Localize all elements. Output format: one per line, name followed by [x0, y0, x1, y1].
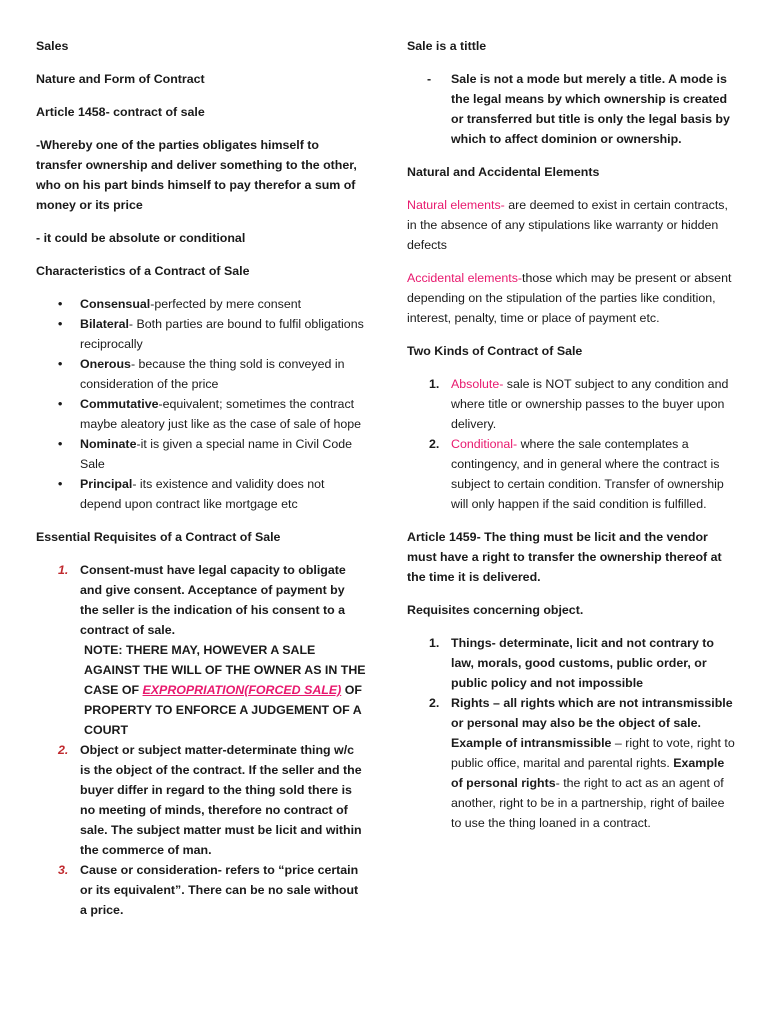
list-item: [36, 474, 366, 514]
item-number: 1.: [58, 563, 69, 577]
description: - refers to “price certain or its equivalent”. There can be no sale without a price.: [80, 863, 359, 917]
absolute-conditional-note: - it could be absolute or conditional: [36, 231, 246, 245]
description: are deemed to exist in certain contracts, in the absence of any stipulations like warranty or hidden defects: [407, 198, 728, 252]
list-item: [407, 374, 737, 434]
description: - because the thing sold is conveyed in consideration of the price: [80, 357, 345, 391]
item-number: 1.: [429, 377, 440, 391]
list-item: [36, 294, 366, 314]
object-requisites-list: [407, 633, 737, 833]
example-term: Example of intransmissible: [451, 736, 612, 750]
term: Consensual: [80, 297, 151, 311]
sale-title-heading: Sale is a tittle: [407, 39, 487, 53]
list-item: [407, 69, 737, 149]
term: Things: [451, 636, 492, 650]
article-1459: Article 1459- The thing must be licit and the vendor must have a right to transfer the ownership thereof at the time it is delivered.: [407, 530, 722, 584]
list-item: [407, 434, 737, 514]
description: where the sale contemplates a contingency, and in general where the contract is subject to certain condition. Transfer of ownership will only happen if the said condition is fulfilled.: [451, 437, 724, 511]
note-text: OF PROPERTY TO ENFORCE A JUDGEMENT OF A COURT: [84, 683, 362, 737]
object-requisites-heading: Requisites concerning object.: [407, 603, 584, 617]
list-item: [36, 314, 366, 354]
accidental-elements: [407, 268, 737, 328]
expropriation-note: [80, 640, 366, 740]
requisites-list: [36, 560, 366, 920]
term: Rights: [451, 696, 490, 710]
list-item: [407, 633, 737, 693]
description: -must have legal capacity to obligate and give consent. Acceptance of payment by the seller is the indication of his consent to a contract of sale.: [80, 563, 346, 637]
list-item: [36, 860, 366, 920]
description: sale is NOT subject to any condition and where title or ownership passes to the buyer upon delivery.: [451, 377, 729, 431]
description: -determinate thing w/c is the object of the contract. If the seller and the buyer differ in regard to the thing sold there is no meeting of minds, therefore no contract of sale. The subject matter must be licit and within the commerce of man.: [80, 743, 362, 857]
list-item: [36, 560, 366, 740]
article-1458-heading: Article 1458- contract of sale: [36, 105, 205, 119]
item-number: 3.: [58, 863, 69, 877]
term: Natural elements-: [407, 198, 505, 212]
term: Onerous: [80, 357, 131, 371]
kinds-heading: Two Kinds of Contract of Sale: [407, 344, 583, 358]
term: Absolute-: [451, 377, 504, 391]
requisites-heading: Essential Requisites of a Contract of Sale: [36, 530, 281, 544]
characteristics-list: [36, 294, 366, 514]
item-number: 2.: [429, 696, 440, 710]
term: Consent: [80, 563, 130, 577]
item-number: 1.: [429, 636, 440, 650]
term: Cause or consideration: [80, 863, 218, 877]
term: Principal: [80, 477, 133, 491]
elements-heading: Natural and Accidental Elements: [407, 165, 600, 179]
example-text: – right to vote, right to public office, marital and parental rights.: [451, 736, 735, 770]
term: Bilateral: [80, 317, 129, 331]
description: -perfected by mere consent: [150, 297, 302, 311]
description: Sale is not a mode but merely a title. A mode is the legal means by which ownership is created or transferred but title is only the legal basis by which to affect dominion or ownership.: [451, 72, 730, 146]
description: -it is given a special name in Civil Code Sale: [80, 437, 353, 471]
term: Object or subject matter: [80, 743, 223, 757]
list-item: [36, 434, 366, 474]
list-item: [36, 354, 366, 394]
list-item: [407, 693, 737, 833]
description: - determinate, licit and not contrary to law, morals, good customs, public order, or public policy and not impossible: [451, 636, 714, 690]
title-list: [407, 69, 737, 149]
description: – all rights which are not intransmissible or personal may also be the object of sale.: [451, 696, 733, 730]
example-text: - the right to act as an agent of another, right to be in a partnership, right of bailee to use the thing loaned in a contract.: [451, 776, 725, 830]
term: Conditional-: [451, 437, 518, 451]
natural-elements: [407, 195, 737, 255]
description: -equivalent; sometimes the contract maybe aleatory just like as the case of sale of hope: [80, 397, 362, 431]
example-term: Example of personal rights: [451, 756, 725, 790]
dash-marker: -: [427, 72, 432, 86]
expropriation-link[interactable]: EXPROPRIATION(FORCED SALE): [142, 683, 342, 697]
item-number: 2.: [58, 743, 69, 757]
term: Accidental elements-: [407, 271, 523, 285]
term: Commutative: [80, 397, 159, 411]
section-heading-nature: Nature and Form of Contract: [36, 72, 205, 86]
term: Nominate: [80, 437, 137, 451]
list-item: [36, 394, 366, 434]
item-number: 2.: [429, 437, 440, 451]
list-item: [36, 740, 366, 860]
description: - Both parties are bound to fulfil obligations reciprocally: [80, 317, 364, 351]
left-column: [36, 36, 366, 933]
kinds-list: [407, 374, 737, 514]
characteristics-heading: Characteristics of a Contract of Sale: [36, 264, 250, 278]
note-text: NOTE: THERE MAY, HOWEVER A SALE AGAINST THE WILL OF THE OWNER AS IN THE CASE OF: [84, 643, 366, 697]
contract-definition: -Whereby one of the parties obligates himself to transfer ownership and deliver something to the other, who on his part binds himself to pay therefor a sum of money or its price: [36, 138, 357, 212]
doc-title: Sales: [36, 39, 69, 53]
description: - its existence and validity does not depend upon contract like mortgage etc: [80, 477, 325, 511]
right-column: [407, 36, 737, 846]
description: those which may be present or absent depending on the stipulation of the parties like condition, interest, penalty, time or place of payment etc.: [407, 271, 732, 325]
